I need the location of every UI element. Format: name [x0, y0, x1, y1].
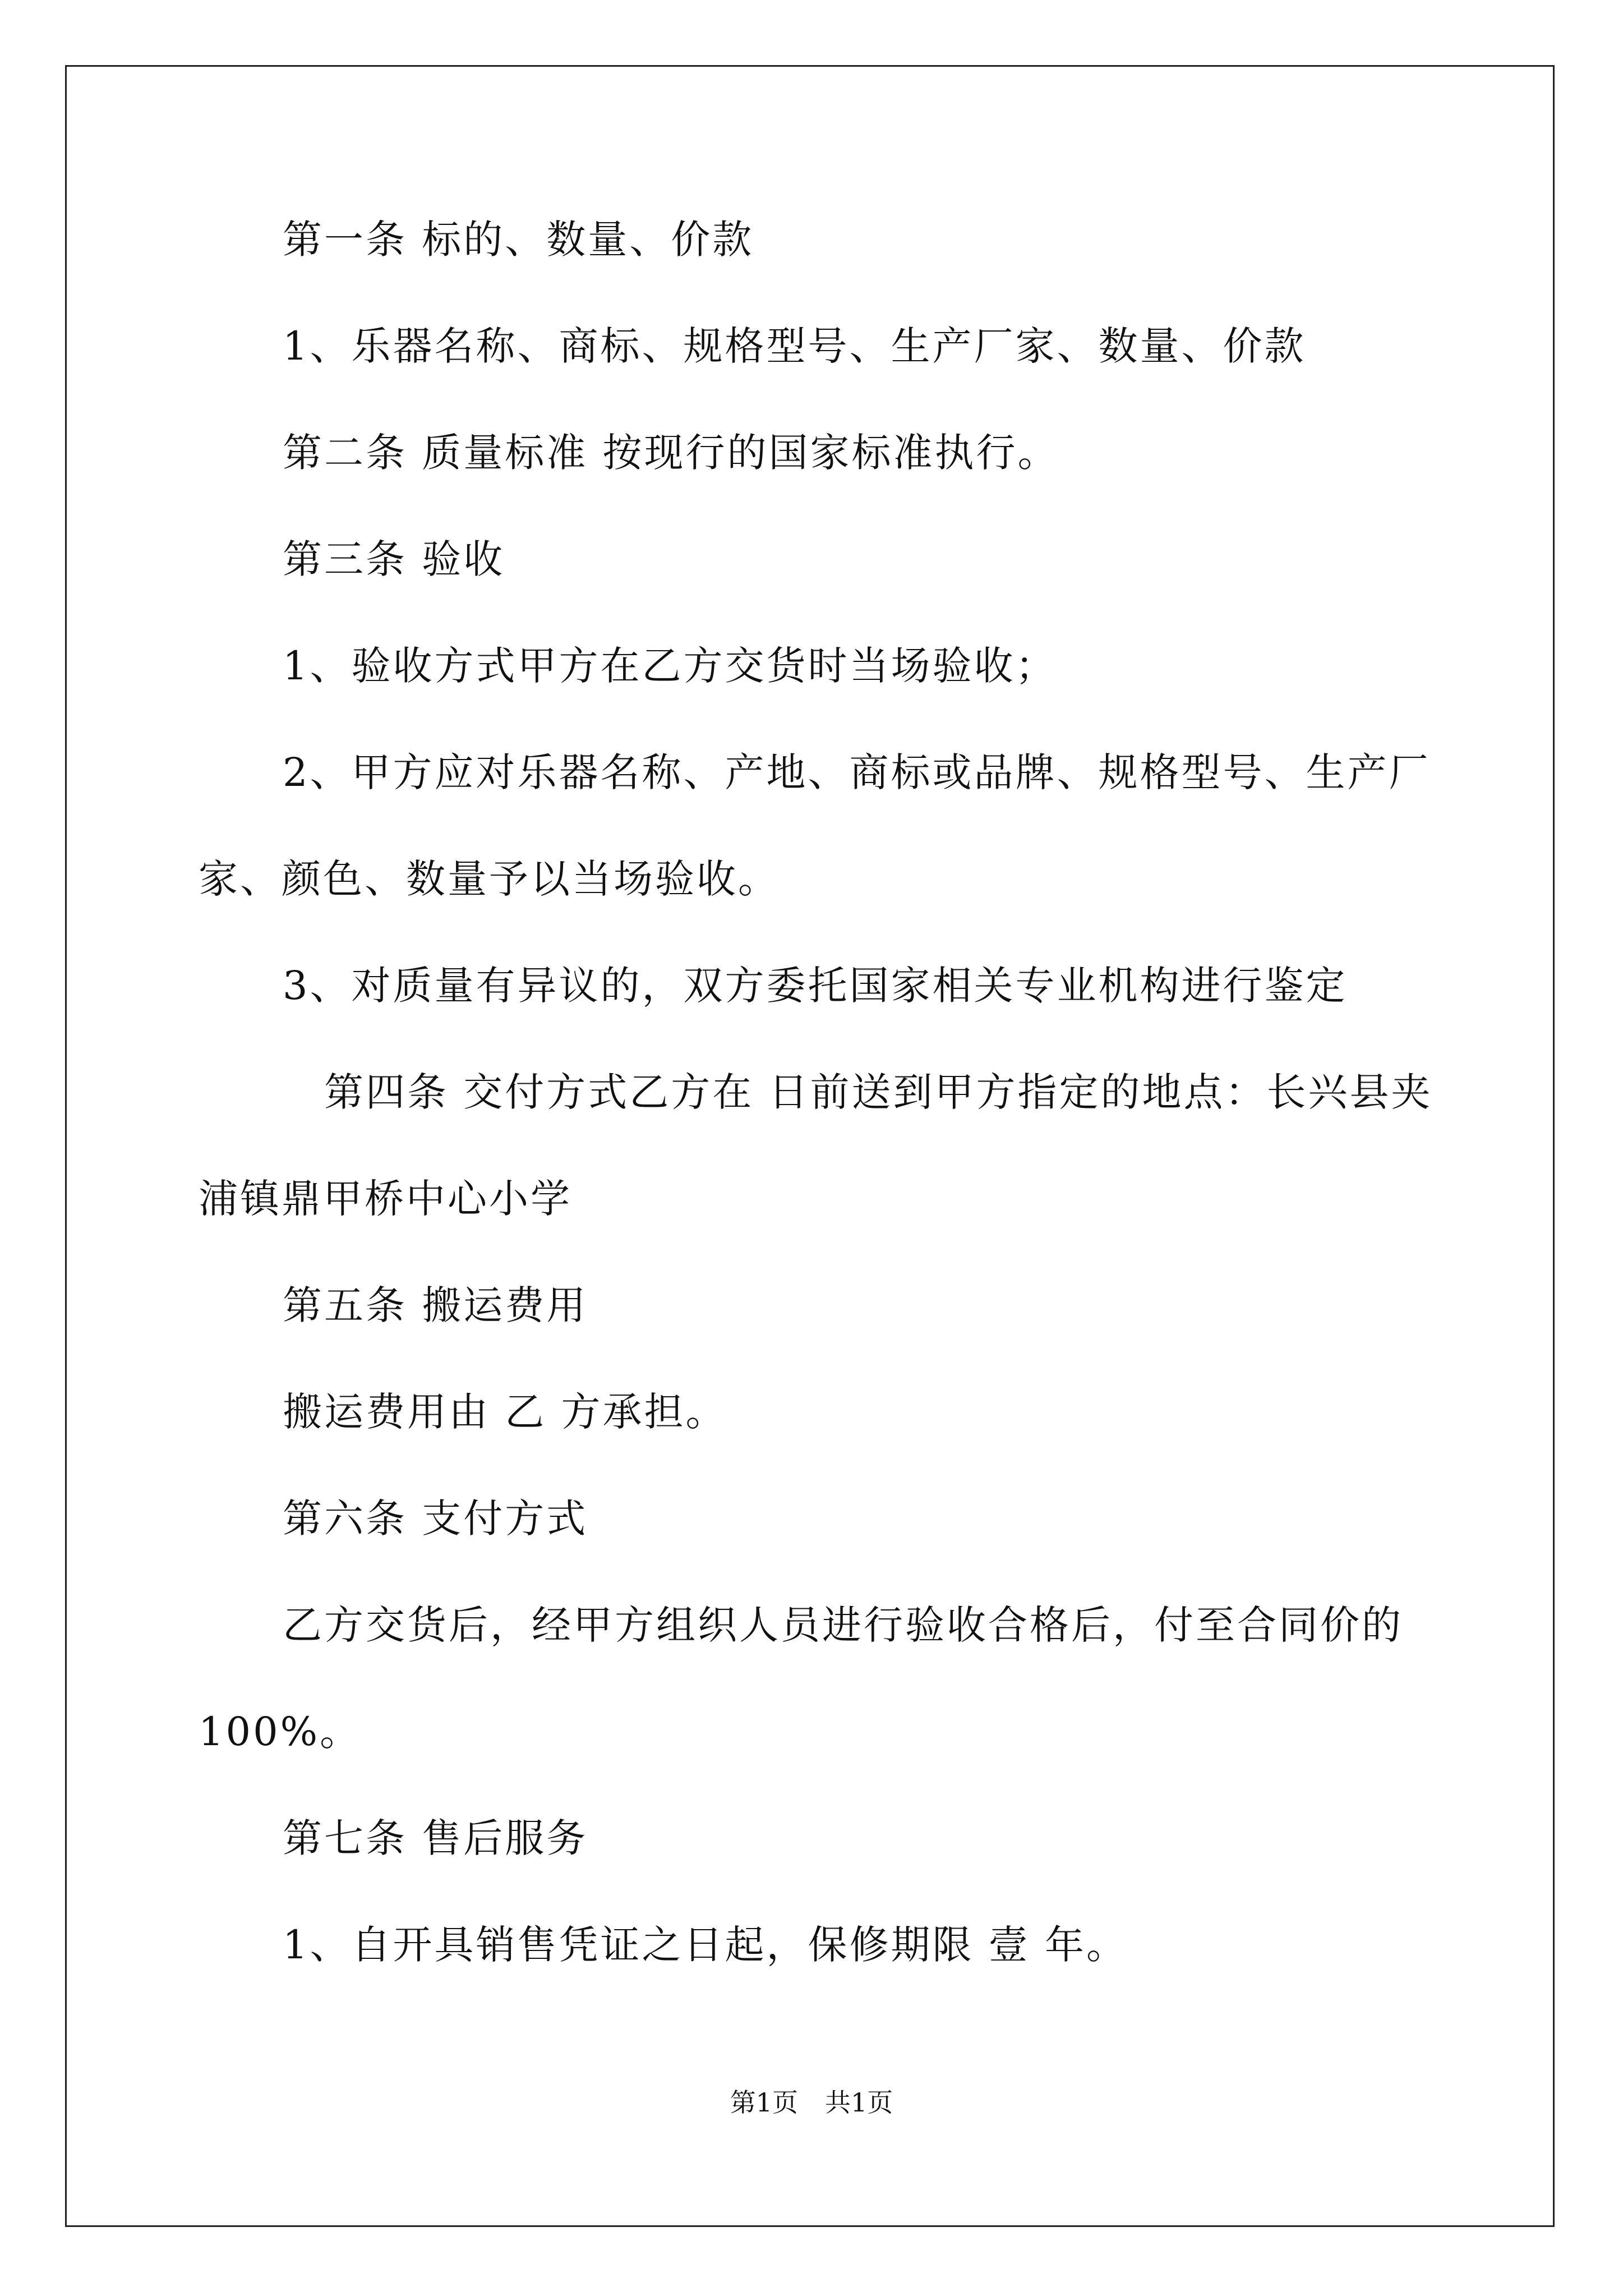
- article-5-heading: 第五条 搬运费用: [283, 1282, 588, 1328]
- article-3-item-3: 3、对质量有异议的，双方委托国家相关专业机构进行鉴定: [283, 963, 1348, 1009]
- article-2-heading: 第二条 质量标准 按现行的国家标准执行。: [283, 430, 1059, 476]
- page-footer: [0, 2086, 1623, 2119]
- article-6-text: 乙方交货后，经甲方组织人员进行验收合格后，付至合同价的100%。: [199, 1602, 1403, 1755]
- article-6-heading: 第六条 支付方式: [283, 1496, 588, 1542]
- article-4-heading: 第四条 交付方式乙方在 日前送到甲方指定的地点：长兴县夹浦镇鼎甲桥中心小学: [199, 1069, 1433, 1222]
- page-number: 第1页: [730, 2087, 798, 2118]
- page-total: 共1页: [825, 2087, 893, 2118]
- article-7-heading: 第七条 售后服务: [283, 1815, 588, 1861]
- article-7-item-1: 1、自开具销售凭证之日起，保修期限 壹 年。: [283, 1922, 1128, 1968]
- article-1-item-1: 1、乐器名称、商标、规格型号、生产厂家、数量、价款: [283, 323, 1306, 369]
- article-3-item-2: 2、甲方应对乐器名称、产地、商标或品牌、规格型号、生产厂家、颜色、数量予以当场验收。: [199, 749, 1431, 902]
- document-body: [199, 214, 1438, 2026]
- article-3-heading: 第三条 验收: [283, 536, 505, 582]
- article-1-heading: 第一条 标的、数量、价款: [283, 217, 754, 263]
- article-5-text: 搬运费用由 乙 方承担。: [283, 1389, 727, 1435]
- article-3-item-1: 1、验收方式甲方在乙方交货时当场验收；: [283, 643, 1057, 689]
